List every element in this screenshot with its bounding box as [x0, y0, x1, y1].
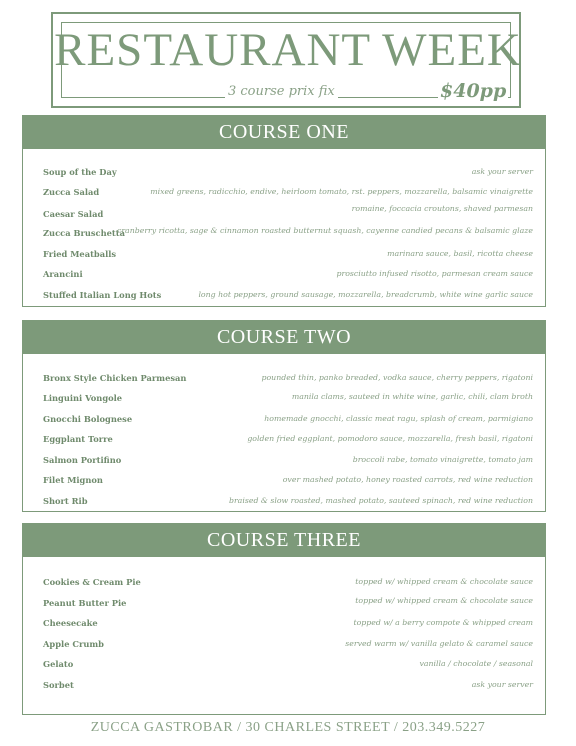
- menu-item-name: Gelato: [43, 659, 74, 669]
- menu-item-name: Zucca Salad: [43, 187, 100, 197]
- menu-item-name: Soup of the Day: [43, 167, 117, 177]
- menu-item-description: served warm w/ vanilla gelato & caramel sauce: [345, 639, 533, 648]
- menu-item: [43, 269, 533, 285]
- course-one-section: [22, 115, 546, 307]
- menu-item: [43, 290, 533, 306]
- price-label: $40pp: [440, 80, 507, 102]
- menu-item-description: mixed greens, radicchio, endive, heirloom tomato, rst. peppers, mozzarella, balsamic vinaigrette: [150, 187, 533, 196]
- menu-item-description: cranberry ricotta, sage & cinnamon roasted butternut squash, cayenne candied pecans & balsamic glaze: [116, 226, 533, 235]
- menu-item-description: topped w/ a berry compote & whipped cream: [353, 618, 533, 627]
- menu-item-name: Cheesecake: [43, 618, 98, 628]
- menu-item-name: Stuffed Italian Long Hots: [43, 290, 162, 300]
- menu-item-description: romaine, foccacia croutons, shaved parmesan: [351, 204, 533, 213]
- footer-address: ZUCCA GASTROBAR / 30 CHARLES STREET / 203.349.5227: [90, 720, 486, 735]
- menu-item: [43, 167, 533, 183]
- menu-item-name: Eggplant Torre: [43, 434, 113, 444]
- menu-item-name: Salmon Portifino: [43, 455, 122, 465]
- menu-item: [43, 187, 533, 203]
- menu-item: [43, 680, 533, 696]
- menu-item-description: broccoli rabe, tomato vinaigrette, tomato jam: [352, 455, 533, 464]
- menu-item-name: Linguini Vongole: [43, 393, 123, 403]
- menu-item-name: Short Rib: [43, 496, 88, 506]
- menu-item-description: long hot peppers, ground sausage, mozzarella, breadcrumb, white wine garlic sauce: [198, 290, 533, 299]
- menu-item: [43, 204, 533, 224]
- menu-item-description: topped w/ whipped cream & chocolate sauce: [355, 577, 533, 586]
- menu-item-name: Zucca Bruschetta: [43, 228, 125, 238]
- menu-item: [43, 393, 533, 409]
- menu-item: [43, 249, 533, 265]
- menu-item: [43, 577, 533, 593]
- prix-fixe-subtitle: 3 course prix fix: [225, 84, 338, 99]
- menu-item-description: golden fried eggplant, pomodoro sauce, mozzarella, fresh basil, rigatoni: [247, 434, 533, 443]
- menu-item: [43, 455, 533, 471]
- course-three-section: [22, 523, 546, 715]
- menu-item-description: pounded thin, panko breaded, vodka sauce, cherry peppers, rigatoni: [261, 373, 533, 382]
- course-one-title: COURSE ONE: [23, 116, 545, 149]
- menu-item-description: ask your server: [471, 680, 533, 689]
- menu-item-name: Arancini: [43, 269, 83, 279]
- menu-item: [43, 373, 533, 389]
- menu-item: [43, 598, 533, 614]
- menu-item: [43, 434, 533, 450]
- menu-item-name: Caesar Salad: [43, 209, 104, 219]
- menu-item: [43, 639, 533, 655]
- menu-item-name: Apple Crumb: [43, 639, 104, 649]
- menu-item-description: marinara sauce, basil, ricotta cheese: [387, 249, 533, 258]
- menu-item-name: Cookies & Cream Pie: [43, 577, 141, 587]
- course-three-title: COURSE THREE: [23, 524, 545, 557]
- menu-item-name: Bronx Style Chicken Parmesan: [43, 373, 187, 383]
- menu-item-description: homemade gnocchi, classic meat ragu, splash of cream, parmigiano: [264, 414, 533, 423]
- menu-item: [43, 659, 533, 675]
- menu-item-description: prosciutto infused risotto, parmesan cream sauce: [336, 269, 533, 278]
- menu-item-description: manila clams, sauteed in white wine, garlic, chili, clam broth: [291, 392, 533, 401]
- menu-item-name: Filet Mignon: [43, 475, 103, 485]
- menu-item: [43, 414, 533, 430]
- menu-item-description: braised & slow roasted, mashed potato, sauteed spinach, red wine reduction: [228, 496, 533, 505]
- course-two-section: [22, 320, 546, 512]
- menu-item-name: Gnocchi Bolognese: [43, 414, 133, 424]
- menu-item-description: topped w/ whipped cream & chocolate sauce: [355, 596, 533, 605]
- menu-item: [43, 475, 533, 491]
- menu-item-description: over mashed potato, honey roasted carrots, red wine reduction: [282, 475, 533, 484]
- menu-item-name: Peanut Butter Pie: [43, 598, 127, 608]
- menu-item: [43, 618, 533, 634]
- menu-item: [43, 496, 533, 512]
- menu-item-name: Sorbet: [43, 680, 74, 690]
- menu-item-name: Fried Meatballs: [43, 249, 117, 259]
- page-title: RESTAURANT WEEK: [54, 24, 522, 76]
- menu-item-description: ask your server: [471, 167, 533, 176]
- menu-item-description: vanilla / chocolate / seasonal: [419, 659, 533, 668]
- menu-item: [43, 228, 533, 244]
- course-two-title: COURSE TWO: [23, 321, 545, 354]
